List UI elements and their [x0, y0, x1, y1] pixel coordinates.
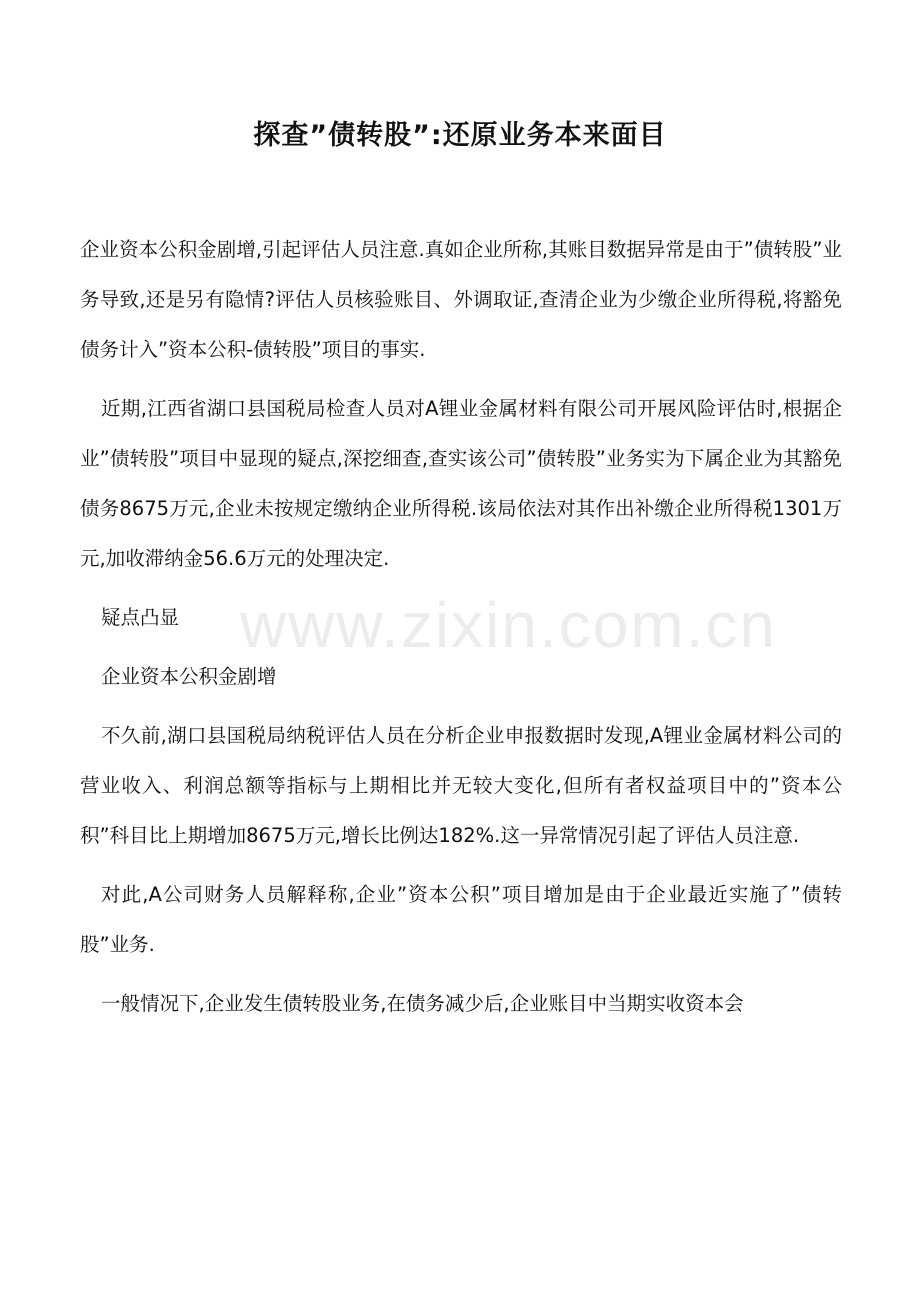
section-heading: 疑点凸显 [101, 606, 180, 629]
paragraph: 不久前,湖口县国税局纳税评估人员在分析企业申报数据时发现,A锂业金属材料公司的营业收入、利润总额等指标与上期相比并无较大变化,但所有者权益项目中的”资本公积”科目比上期增加8675万元,增长比例达182%.这一异常情况引起了评估人员注意. [80, 724, 842, 847]
document-title: 探查”债转股”:还原业务本来面目 [253, 120, 667, 151]
section-subheading: 企业资本公积金剧增 [101, 665, 277, 688]
paragraph: 一般情况下,企业发生债转股业务,在债务减少后,企业账目中当期实收资本会 [101, 992, 744, 1015]
paragraph: 企业资本公积金剧增,引起评估人员注意.真如企业所称,其账目数据异常是由于”债转股”业务导致,还是另有隐情?评估人员核验账目、外调取证,查清企业为少缴企业所得税,将豁免债务计入”资本公积-债转股”项目的事实. [80, 238, 842, 361]
paragraph: 近期,江西省湖口县国税局检查人员对A锂业金属材料有限公司开展风险评估时,根据企业”债转股”项目中显现的疑点,深挖细查,查实该公司”债转股”业务实为下属企业为其豁免债务8675万元,企业未按规定缴纳企业所得税.该局依法对其作出补缴企业所得税1301万元,加收滞纳金56.6万元的处理决定. [80, 397, 842, 570]
document-body [80, 225, 842, 1038]
paragraph: 对此,A公司财务人员解释称,企业”资本公积”项目增加是由于企业最近实施了”债转股”业务. [80, 883, 842, 956]
watermark: www.zixin.com.cn [240, 589, 777, 661]
